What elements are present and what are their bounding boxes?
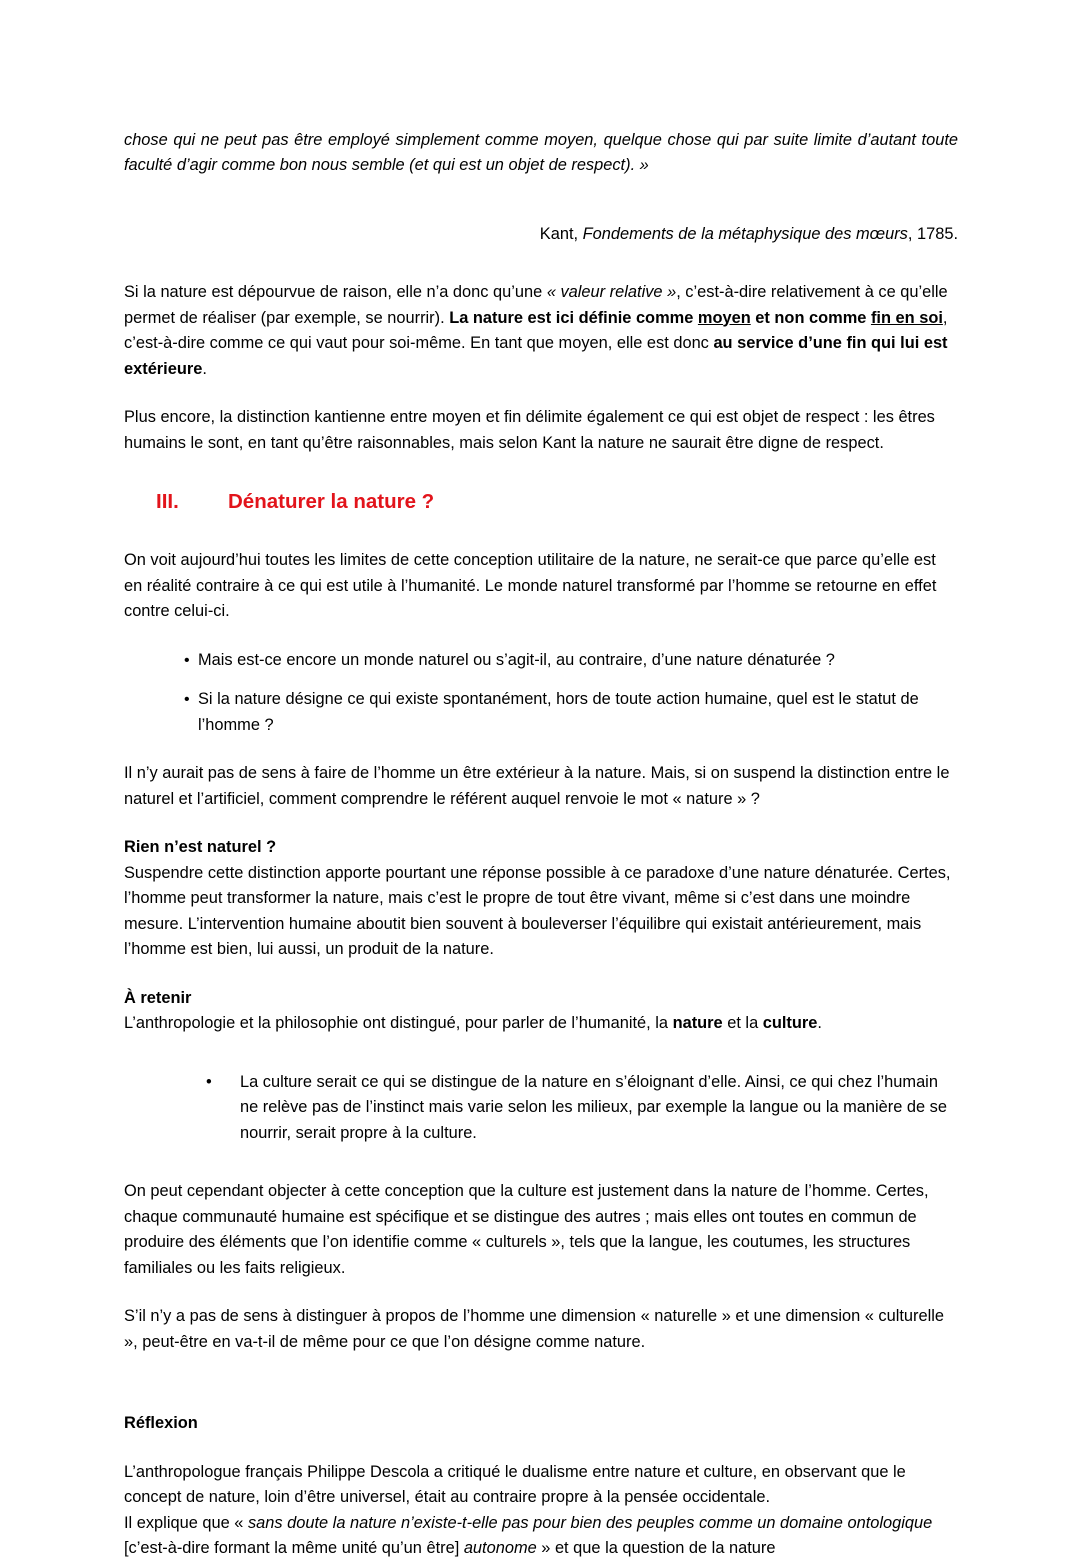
- paragraph-homme-exterieur-nature: Il n’y aurait pas de sens à faire de l’homme un être extérieur à la nature. Mais, si on suspend la distinction entre le naturel et l’artificiel, comment comprendre le référent auquel renvoie le mot « nature » ?: [124, 764, 950, 808]
- kant-quotation-tail: chose qui ne peut pas être employé simplement comme moyen, quelque chose qui par suite limite d’autant toute faculté d’agir comme bon nous semble (et qui est un objet de respect). »: [124, 131, 958, 174]
- section-number: III.: [156, 490, 179, 513]
- paragraph-a-retenir: [124, 1011, 958, 1037]
- section-heading-iii: [124, 489, 958, 515]
- text-segment: , c’est-à-dire relativement à ce qu’elle permet de réaliser (par exemple, se nourrir).: [124, 283, 948, 327]
- subheading-reflexion: Réflexion: [124, 1414, 198, 1432]
- bold-nature: nature: [672, 1014, 723, 1032]
- italic-descola-quote-part1: sans doute la nature n’existe-t-elle pas pour bien des peuples comme un domaine ontologique: [247, 1513, 933, 1532]
- bullet-marker-icon: •: [184, 691, 190, 708]
- text-segment: [c’est-à-dire formant la même unité qu’un être]: [124, 1539, 464, 1557]
- subheading-a-retenir: À retenir: [124, 988, 192, 1007]
- bullet-text: Mais est-ce encore un monde naturel ou s’agit-il, au contraire, d’une nature dénaturée ?: [198, 650, 835, 669]
- bold-nature-definie: La nature est ici définie comme: [449, 308, 698, 327]
- bold-culture: culture: [762, 1014, 818, 1032]
- text-segment: » et que la question de la nature: [536, 1539, 776, 1557]
- quotation-work-title: Fondements de la métaphysique des mœurs: [582, 225, 908, 243]
- bold-underline-fin-en-soi: fin en soi: [870, 308, 943, 327]
- text-segment: .: [817, 1014, 822, 1032]
- emphasis-valeur-relative: « valeur relative »: [546, 283, 677, 301]
- subheading-rien-nest-naturel: Rien n’est naturel ?: [124, 838, 277, 856]
- list-item-culture: [124, 1070, 958, 1147]
- text-segment: Il explique que «: [124, 1513, 248, 1532]
- text-segment: , c’est-à-dire comme ce qui vaut pour soi-même. En tant que moyen, elle est donc: [124, 308, 948, 352]
- section-title: Dénaturer la nature ?: [228, 490, 435, 513]
- question-bullet-list: [124, 648, 958, 739]
- paragraph-limites-conception-utilitaire: On voit aujourd’hui toutes les limites de cette conception utilitaire de la nature, ne serait-ce que parce qu’elle est en réalité contraire à ce qui est utile à l’humanité. Le monde naturel transformé par l’homme se retourne en effet contre celui-ci.: [124, 551, 937, 620]
- paragraph-objet-de-respect: Plus encore, la distinction kantienne entre moyen et fin délimite également ce qui est objet de respect : les êtres humains le sont, en tant qu’être raisonnables, mais selon Kant la nature ne saurait être digne de respect.: [124, 408, 935, 452]
- bold-underline-moyen: moyen: [697, 308, 751, 327]
- bullet-text: La culture serait ce qui se distingue de la nature en s’éloignant d’elle. Ainsi, ce qui chez l’humain ne relève pas de l’instinct mais varie selon les milieux, par exemple la langue ou la manière de se nourrir, serait propre à la culture.: [240, 1072, 947, 1142]
- text-segment: et la: [722, 1014, 763, 1032]
- quotation-year: , 1785.: [907, 225, 958, 243]
- paragraph-valeur-relative: [124, 280, 958, 382]
- quotation-author: Kant,: [539, 225, 583, 243]
- bullet-marker-icon: •: [206, 1072, 212, 1091]
- list-item: [124, 648, 958, 674]
- paragraph-descola-citation: [124, 1511, 958, 1562]
- bold-au-service: au service d’une fin qui lui est extérieure: [124, 334, 948, 378]
- text-segment: Si la nature est dépourvue de raison, elle n’a donc qu’une: [124, 283, 547, 301]
- paragraph-objection-culture: On peut cependant objecter à cette conception que la culture est justement dans la nature de l’homme. Certes, chaque communauté humaine est spécifique et se distingue des autres ; mais elles ont toutes en commun de produire des éléments que l’on identifie comme « culturels », tels que la langue, les coutumes, les structures familiales ou les faits religieux.: [124, 1182, 929, 1277]
- list-item: [124, 687, 958, 738]
- paragraph-rien-nest-naturel: Suspendre cette distinction apporte pourtant une réponse possible à ce paradoxe d’une nature dénaturée. Certes, l’homme peut transformer la nature, mais c’est le propre de tout être vivant, même si c’est dans une moindre mesure. L’intervention humaine aboutit bien souvent à bouleverser l’équilibre qui existait antérieurement, mais l’homme est bien, lui aussi, un produit de la nature.: [124, 863, 951, 958]
- bold-et-non-comme: et non comme: [750, 308, 871, 327]
- text-segment: .: [202, 359, 207, 378]
- text-segment: L’anthropologie et la philosophie ont distingué, pour parler de l’humanité, la: [124, 1014, 673, 1032]
- quotation-source: [124, 222, 958, 247]
- italic-descola-quote-part2: autonome: [463, 1539, 537, 1557]
- paragraph-dimension-naturelle-culturelle: S’il n’y a pas de sens à distinguer à propos de l’homme une dimension « naturelle » et une dimension « culturelle », peut-être en va-t-il de même pour ce que l’on désigne comme nature.: [124, 1307, 945, 1351]
- bullet-marker-icon: •: [184, 651, 190, 669]
- document-body: [124, 128, 958, 1562]
- bullet-text: Si la nature désigne ce qui existe spontanément, hors de toute action humaine, quel est le statut de l’homme ?: [198, 690, 919, 734]
- paragraph-descola-intro: L’anthropologue français Philippe Descola a critiqué le dualisme entre nature et culture, en observant que le concept de nature, loin d’être universel, était au contraire propre à la pensée occidentale.: [124, 1462, 906, 1506]
